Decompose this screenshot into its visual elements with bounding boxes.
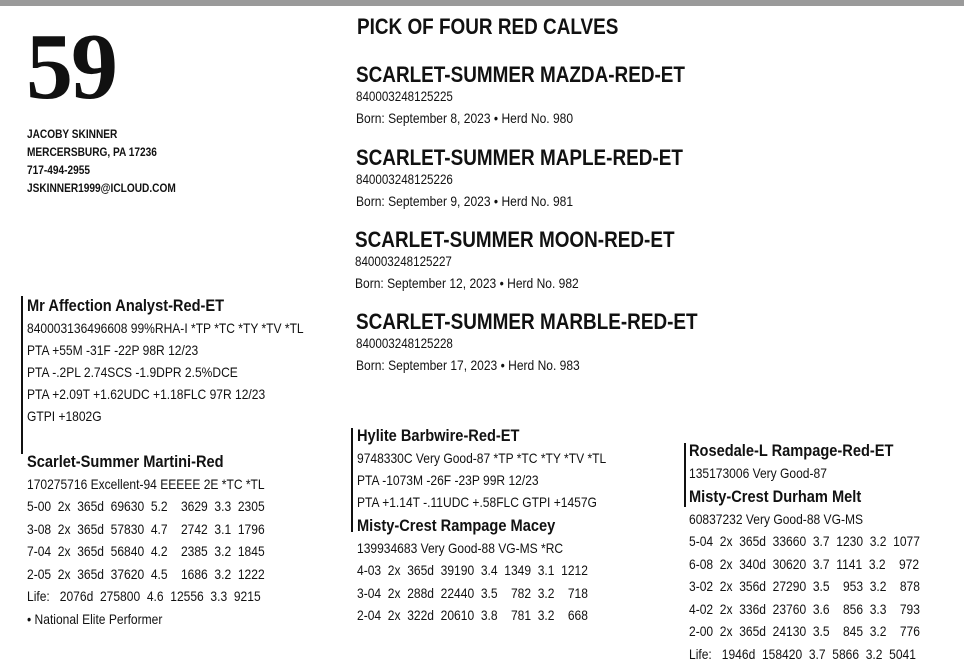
service-sire-name: Hylite Barbwire-Red-ET (357, 426, 520, 445)
calf-born: Born: September 12, 2023 • Herd No. 982 (355, 275, 579, 291)
dam-id-line: 170275716 Excellent-94 EEEEE 2E *TC *TL (27, 476, 265, 492)
calf-entry (356, 145, 683, 213)
consignor-phone: 717-494-2955 (27, 165, 91, 177)
dam-note: • National Elite Performer (27, 610, 163, 627)
pedigree-bracket (684, 443, 686, 507)
calf-id: 840003248125227 (355, 254, 452, 269)
service-dam-name: Misty-Crest Rampage Macey (357, 516, 556, 535)
sire-line: PTA -.2PL 2.74SCS -1.9DPR 2.5%DCE (27, 364, 238, 380)
consignor-name: JACOBY SKINNER (27, 129, 118, 141)
maternal-grandsire-block (689, 440, 893, 484)
calf-entry (356, 309, 698, 377)
calf-name: SCARLET-SUMMER MOON-RED-ET (355, 227, 675, 252)
sire-block (27, 295, 304, 427)
consignor-city: MERCERSBURG, PA 17236 (27, 147, 157, 159)
maternal-granddam-lactation-row: 6-08 2x 340d 30620 3.7 1141 3.2 972 (689, 555, 920, 572)
service-dam-block (357, 515, 588, 627)
service-dam-id-line: 139934683 Very Good-88 VG-MS *RC (357, 540, 564, 556)
dam-name: Scarlet-Summer Martini-Red (27, 452, 224, 471)
maternal-granddam-lactation-row: 3-02 2x 356d 27290 3.5 953 3.2 878 (689, 578, 920, 594)
maternal-granddam-lactation-row: 2-00 2x 365d 24130 3.5 845 3.2 776 (689, 623, 920, 639)
service-sire-line: 9748330C Very Good-87 *TP *TC *TY *TV *TL (357, 450, 607, 466)
calf-born: Born: September 8, 2023 • Herd No. 980 (356, 110, 574, 126)
calf-born: Born: September 9, 2023 • Herd No. 981 (356, 193, 574, 209)
sire-name: Mr Affection Analyst-Red-ET (27, 296, 225, 315)
dam-lactation-row: 7-04 2x 365d 56840 4.2 2385 3.2 1845 (27, 543, 265, 559)
dam-lactation-row: 3-08 2x 365d 57830 4.7 2742 3.1 1796 (27, 520, 265, 537)
maternal-granddam-lactation-row: Life: 1946d 158420 3.7 5866 3.2 5041 (689, 645, 916, 662)
maternal-granddam-name: Misty-Crest Durham Melt (689, 487, 862, 506)
calf-born: Born: September 17, 2023 • Herd No. 983 (356, 357, 580, 373)
dam-lactation-row: Life: 2076d 275800 4.6 12556 3.3 9215 (27, 588, 261, 604)
maternal-granddam-lactation-row: 4-02 2x 336d 23760 3.6 856 3.3 793 (689, 600, 920, 617)
calf-entry (356, 62, 685, 130)
calf-id: 840003248125225 (356, 89, 453, 104)
service-sire-line: PTA +1.14T -.11UDC +.58FLC GTPI +1457G (357, 494, 597, 510)
calf-entry (355, 227, 675, 295)
top-border (0, 0, 964, 6)
service-dam-lactation-row: 4-03 2x 365d 39190 3.4 1349 3.1 1212 (357, 562, 588, 578)
lot-headline: PICK OF FOUR RED CALVES (357, 14, 619, 39)
sire-line: PTA +2.09T +1.62UDC +1.18FLC 97R 12/23 (27, 386, 266, 402)
calf-name: SCARLET-SUMMER MAPLE-RED-ET (356, 145, 683, 170)
pedigree-bracket (351, 428, 353, 532)
service-dam-lactation-row: 2-04 2x 322d 20610 3.8 781 3.2 668 (357, 607, 588, 623)
calf-id: 840003248125226 (356, 172, 453, 187)
dam-block (27, 451, 265, 630)
maternal-grandsire-name: Rosedale-L Rampage-Red-ET (689, 441, 894, 460)
maternal-granddam-id-line: 60837232 Very Good-88 VG-MS (689, 511, 864, 527)
maternal-grandsire-id-line: 135173006 Very Good-87 (689, 465, 827, 481)
sire-line: GTPI +1802G (27, 408, 102, 424)
consignor-info (27, 126, 176, 198)
consignor-email: JSKINNER1999@ICLOUD.COM (27, 183, 176, 195)
calf-name: SCARLET-SUMMER MAZDA-RED-ET (356, 62, 685, 87)
sire-line: PTA +55M -31F -22P 98R 12/23 (27, 342, 199, 358)
pedigree-bracket (21, 296, 23, 454)
calf-name: SCARLET-SUMMER MARBLE-RED-ET (356, 309, 698, 334)
lot-number: 59 (26, 15, 116, 119)
service-sire-line: PTA -1073M -26F -23P 99R 12/23 (357, 472, 539, 488)
maternal-granddam-block (689, 486, 920, 665)
service-dam-lactation-row: 3-04 2x 288d 22440 3.5 782 3.2 718 (357, 584, 588, 601)
calf-id: 840003248125228 (356, 336, 453, 351)
maternal-granddam-lactation-row: 5-04 2x 365d 33660 3.7 1230 3.2 1077 (689, 533, 920, 549)
dam-lactation-row: 2-05 2x 365d 37620 4.5 1686 3.2 1222 (27, 565, 265, 582)
service-sire-block (357, 425, 606, 513)
sire-line: 840003136496608 99%RHA-I *TP *TC *TY *TV *TL (27, 320, 304, 336)
dam-lactation-row: 5-00 2x 365d 69630 5.2 3629 3.3 2305 (27, 498, 265, 514)
